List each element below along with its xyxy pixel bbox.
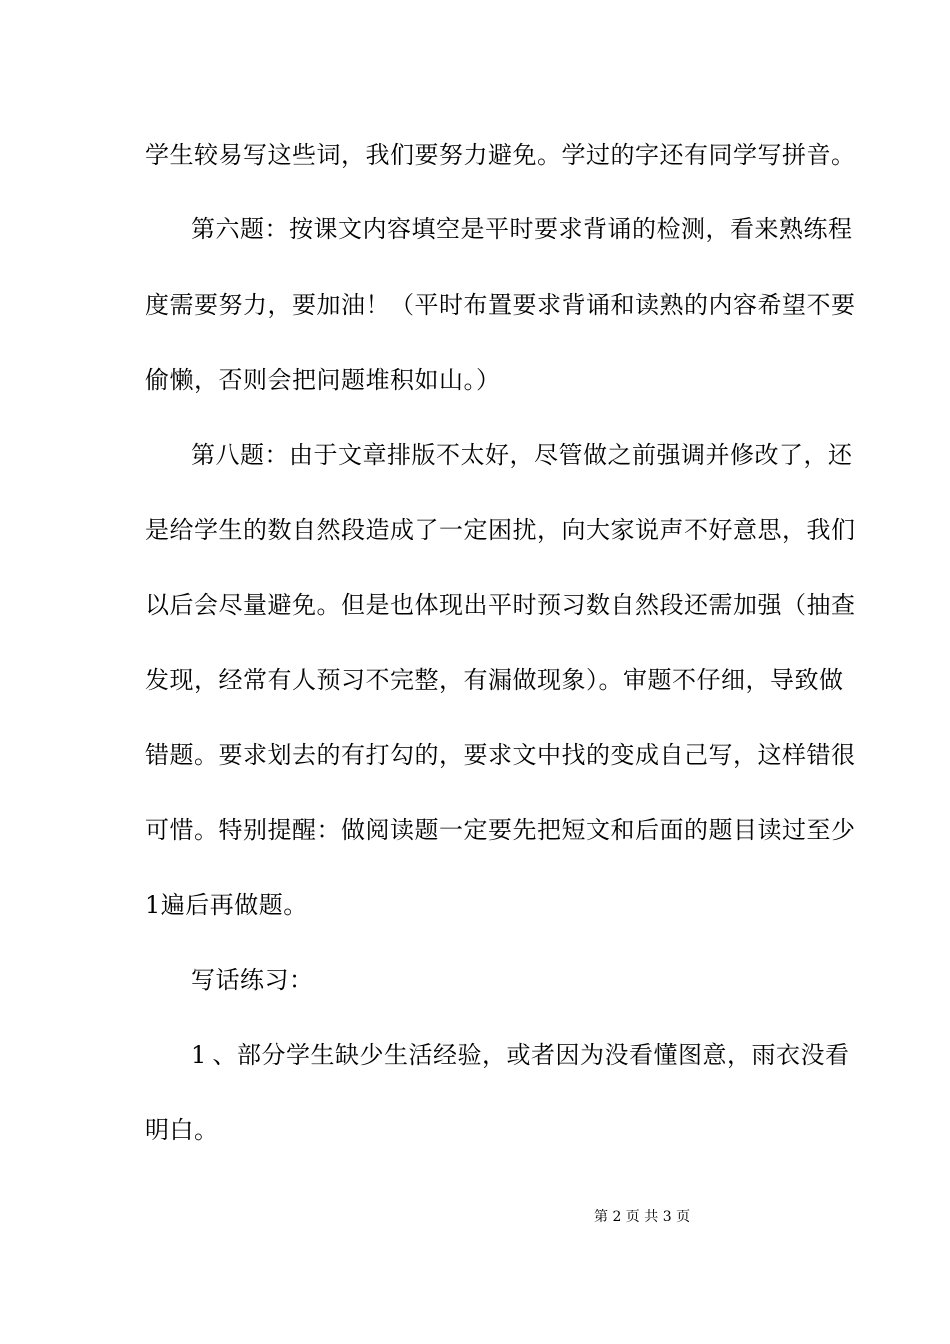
text-line-5: 第八题：由于文章排版不太好，尽管做之前强调并修改了，还 [191,441,853,469]
list-item-number: 1、 [191,1041,237,1069]
text-line-3: 度需要努力，要加油！（平时布置要求背诵和读熟的内容希望不要 [145,291,856,319]
list-item-1 [191,1040,850,1070]
text-line-9: 错题。要求划去的有打勾的，要求文中找的变成自己写，这样错很 [145,741,856,769]
text-line-8: 发现，经常有人预习不完整，有漏做现象）。审题不仔细，导致做 [145,666,844,694]
text-line-2: 第六题：按课文内容填空是平时要求背诵的检测，看来熟练程 [191,215,853,243]
text-line-14: 明白。 [145,1116,219,1144]
text-line-7: 以后会尽量避免。但是也体现出平时预习数自然段还需加强（抽查 [145,591,856,619]
text-line-10: 可惜。特别提醒：做阅读题一定要先把短文和后面的题目读过至少 [145,816,856,844]
text-line-1: 学生较易写这些词，我们要努力避免。学过的字还有同学写拼音。 [145,141,856,169]
text-line-11: 1遍后再做题。 [145,891,308,919]
text-line-4: 偷懒，否则会把问题堆积如山。） [145,366,501,394]
section-heading: 写话练习： [191,966,314,994]
text-line-6: 是给学生的数自然段造成了一定困扰，向大家说声不好意思，我们 [145,516,856,544]
page-number: 第 2 页 共 3 页 [594,1209,691,1225]
list-item-text: 部分学生缺少生活经验，或者因为没看懂图意，雨衣没看 [237,1041,850,1069]
